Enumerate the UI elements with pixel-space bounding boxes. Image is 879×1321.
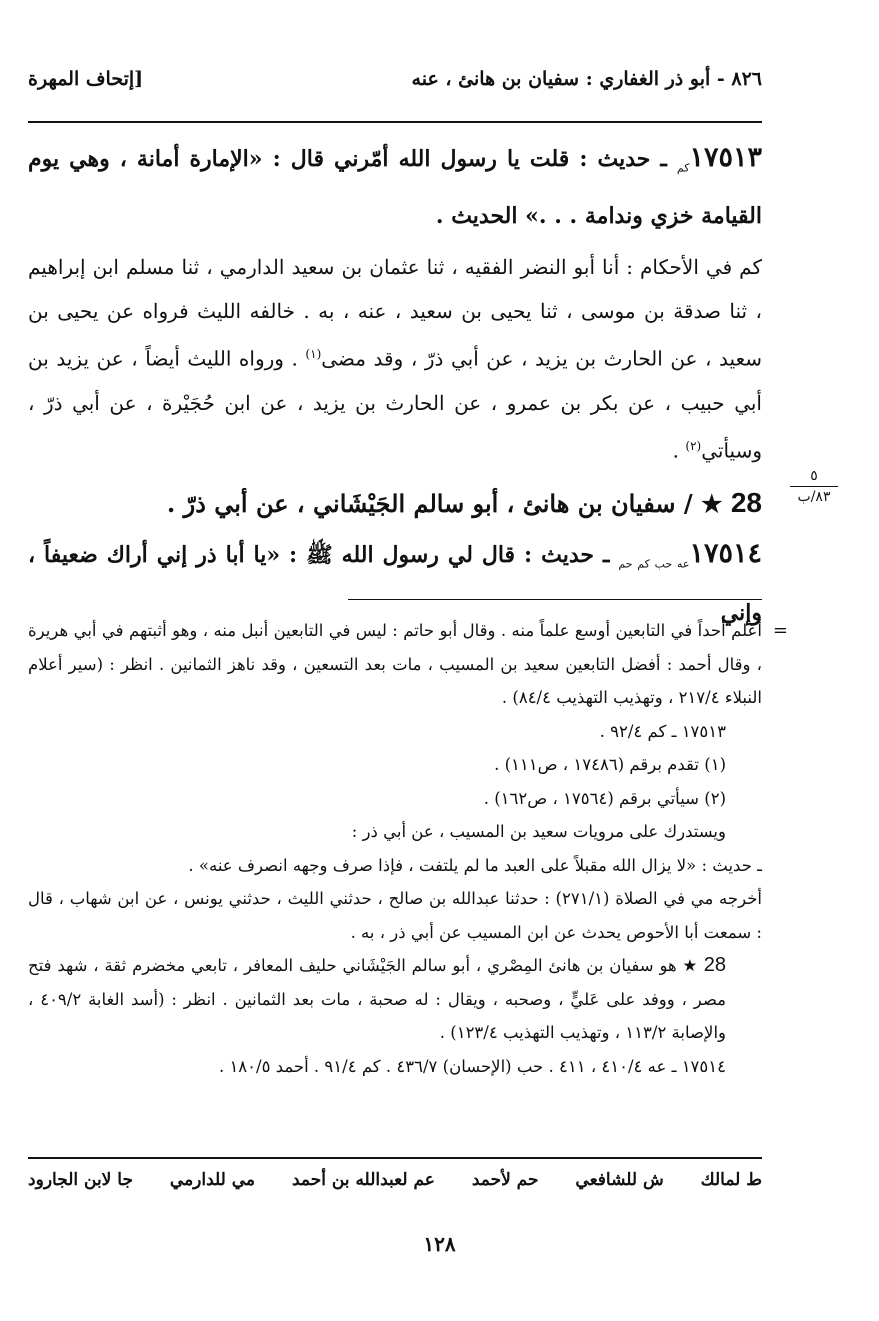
page-number: ١٢٨ xyxy=(423,1232,456,1256)
legend-item: ش للشافعي xyxy=(575,1170,664,1190)
header-chapter-title: ٨٢٦ - أبو ذر الغفاري : سفيان بن هانئ ، عنه xyxy=(411,68,762,90)
legend-item: ط لمالك xyxy=(700,1170,762,1190)
legend-item: عم لعبدالله بن أحمد xyxy=(291,1170,435,1190)
isnad-text-end: . xyxy=(672,438,686,463)
manuscript-marginal-reference xyxy=(790,468,838,505)
margin-circle-mark: ٥ xyxy=(810,468,818,484)
addendum-hadith: ـ حديث : «لا يزال الله مقبلاً على العبد ما لم يلتفت ، فإذا صرف وجهه انصرف عنه» . xyxy=(188,855,762,875)
source-codes: عه حب كم حم xyxy=(618,557,690,571)
hadith-number: ١٧٥١٤ xyxy=(689,538,762,570)
margin-divider xyxy=(790,486,838,487)
source-codes: كم xyxy=(676,161,690,175)
isnad-text: كم في الأحكام : أنا أبو النضر الفقيه ، ثنا عثمان بن سعيد الدارمي ، ثنا مسلم ابن إبراهيم ، ثنا صدقة بن موسى ، ثنا يحيى بن سعيد ، عنه ، به . خالفه الليث فرواه عن يحيى بن سعيد ، عن الحارث بن يزيد ، عن أبي ذرّ ، وقد مضى xyxy=(28,255,762,372)
footnote-mark-2: (٢) xyxy=(685,439,702,454)
header-rule xyxy=(28,121,762,123)
addendum-source: أخرجه مي في الصلاة (٢٧١/١) : حدثنا عبدالله بن صالح ، حدثني الليث ، حدثني يونس ، عن ابن شهاب ، قال : سمعت أبا الأحوص يحدث عن ابن المسيب عن أبي ذر ، به . xyxy=(28,889,762,942)
running-header xyxy=(28,68,762,90)
footnote-separator xyxy=(348,599,762,600)
footnote-17514: ١٧٥١٤ ـ عه ٤١٠/٤ ، ٤١١ . حب (الإحسان) ٤٣٦/٧ . كم ٩١/٤ . أحمد ١٨٠/٥ . xyxy=(218,1056,726,1076)
abbreviation-legend xyxy=(28,1170,762,1190)
narrator-note-number: 28 xyxy=(703,954,726,976)
footnote-continued: أعلم أحداً في التابعين أوسع علماً منه . وقال أبو حاتم : ليس في التابعين أنبل منه ، وهو أثبتهم في أبي هريرة ، وقال أحمد : أفضل التابعين سعيد بن المسيب ، مات بعد التسعين ، وقد ناهز الثمانين . انظر : (سير أعلام النبلاء ٢١٧/٤ ، وتهذيب التهذيب ٨٤/٤) . xyxy=(28,621,762,707)
hadith-number: ١٧٥١٣ xyxy=(689,142,762,173)
isnad-paragraph xyxy=(28,246,762,473)
addendum-intro: ويستدرك على مرويات سعيد بن المسيب ، عن أبي ذر : xyxy=(351,822,726,841)
folio-reference: ٨٣/ب xyxy=(797,489,831,505)
star-icon: ★ xyxy=(682,956,698,975)
narrator-note-text: هو سفيان بن هانئ المِصْري ، أبو سالم الجَيْشَاني حليف المعافر ، تابعي مخضرم ثقة ، شهد فتح مصر ، ووفد على عَليٍّ ، وصحبه ، ويقال : له صحبة ، مات بعد الثمانين . انظر : (أسد الغابة ٤٠٩/٢ ، والإصابة ١١٣/٢ ، وتهذيب التهذيب ١٢٣/٤) . xyxy=(28,956,726,1042)
footnote-2: (٢) سيأتي برقم (١٧٥٦٤ ، ص١٦٢) . xyxy=(483,788,726,808)
footnote-17513: ١٧٥١٣ ـ كم ٩٢/٤ . xyxy=(599,721,726,741)
narrator-note xyxy=(28,949,762,1050)
legend-rule xyxy=(28,1157,762,1159)
header-book-title: [إتحاف المهرة xyxy=(28,68,144,90)
legend-item: مي للدارمي xyxy=(169,1170,256,1190)
legend-item: حم لأحمد xyxy=(471,1170,539,1190)
hadith-17513 xyxy=(28,134,762,240)
continuation-mark: = xyxy=(772,620,788,641)
narrator-name: / سفيان بن هانئ ، أبو سالم الجَيْشَاني ، عن أبي ذرّ . xyxy=(166,489,701,519)
main-text xyxy=(28,134,762,637)
hadith-text: ـ حديث : قلت يا رسول الله أمّرني قال : «الإمارة أمانة ، وهي يوم القيامة خزي وندامة . . .» الحديث . xyxy=(28,146,762,230)
footnote-1: (١) تقدم برقم (١٧٤٨٦ ، ص١١١) . xyxy=(494,755,726,774)
hadith-text: ـ حديث : قال لي رسول الله ﷺ : «يا أبا ذر إني أراك ضعيفاً ، وإني xyxy=(28,542,762,626)
star-icon: ★ xyxy=(700,489,723,519)
footnote-mark-1: (١) xyxy=(305,347,322,362)
narrator-number: 28 xyxy=(730,487,762,519)
footnotes xyxy=(28,614,788,1083)
isnad-text-continued: . ورواه الليث أيضاً ، عن يزيد بن أبي حبيب ، عن بكر بن عمرو ، عن الحارث بن يزيد ، عن ابن حُجَيْرة ، عن أبي ذرّ ، وسيأتي xyxy=(28,347,762,463)
legend-item: جا لابن الجارود xyxy=(28,1170,133,1190)
narrator-heading xyxy=(28,477,762,530)
